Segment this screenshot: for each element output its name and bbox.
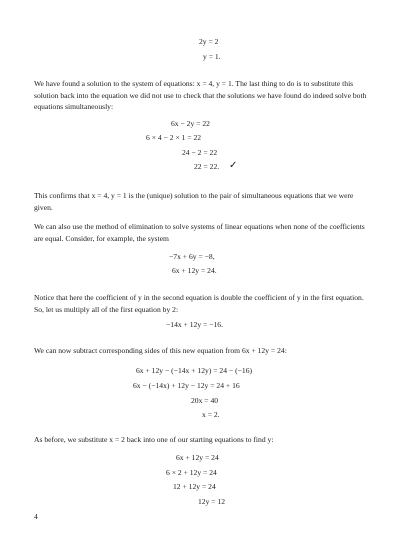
equation-line: 6 × 2 + 12y = 24 — [166, 468, 217, 477]
equation-line: 12 + 12y = 24 — [173, 482, 216, 491]
equation-line: −14x + 12y = −16. — [166, 320, 223, 329]
paragraph-elimination-method: We can also use the method of elimination to solve systems of linear equations when none of the coefficients are equal. Consider, for example, the system — [34, 222, 365, 243]
equation-line: x = 2. — [202, 410, 220, 419]
equation-line: 22 = 22. — [194, 162, 220, 171]
equation-line: −7x + 6y = −8, — [169, 252, 215, 261]
page-number: 4 — [34, 512, 38, 521]
equation-line: 20x = 40 — [191, 396, 219, 405]
equation-line: 6x + 12y − (−14x + 12y) = 24 − (−16) — [136, 366, 253, 375]
check-mark-icon: ✓ — [229, 160, 238, 171]
paragraph-unique-solution: This confirms that x = 4, y = 1 is the (unique) solution to the pair of simultaneous equations that we were given. — [34, 191, 354, 212]
equation-line: 6x − (−14x) + 12y − 12y = 24 + 16 — [133, 381, 240, 390]
paragraph-subtract-sides: We can now subtract corresponding sides of this new equation from 6x + 12y = 24: — [34, 346, 287, 355]
equation-line: 12y = 12 — [198, 497, 226, 506]
equation-line: 2y = 2 — [199, 37, 219, 46]
equation-line: 6x − 2y = 22 — [171, 119, 210, 128]
equation-line: 6 × 4 − 2 × 1 = 22 — [146, 133, 202, 142]
paragraph-coefficient-note: Notice that here the coefficient of y in the second equation is double the coefficient of y in the first equation. So, let us multiply all of the first equation by 2: — [34, 293, 364, 314]
equation-line: 6x + 12y = 24. — [172, 266, 217, 275]
equation-line: y = 1. — [203, 52, 221, 61]
equation-line: 24 − 2 = 22 — [182, 148, 218, 157]
paragraph-solution-found: We have found a solution to the system of equations: x = 4, y = 1. The last thing to do is to substitute this solution back into the equation we did not use to check that the solutions we have found do indeed solve both equations simultaneously: — [34, 79, 367, 112]
paragraph-substitute-back: As before, we substitute x = 2 back into one of our starting equations to find y: — [34, 435, 274, 444]
equation-line: 6x + 12y = 24 — [176, 453, 219, 462]
